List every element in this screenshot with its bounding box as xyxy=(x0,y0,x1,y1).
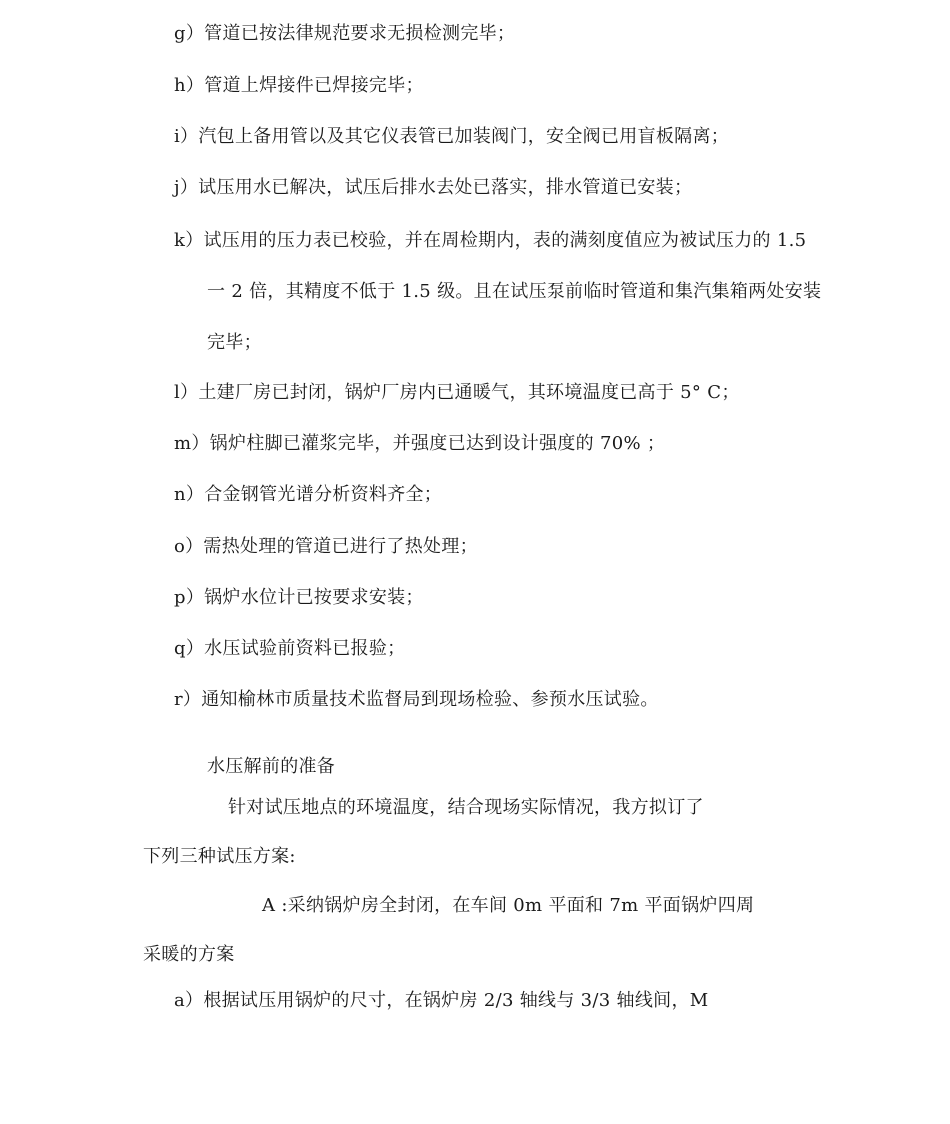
list-item-k: k）试压用的压力表已校验，并在周检期内，表的满刻度值应为被试压力的 1.5 xyxy=(174,230,807,251)
intro-line-1: 针对试压地点的环境温度，结合现场实际情况，我方拟订了 xyxy=(228,797,704,818)
list-item-l: l）土建厂房已封闭，锅炉厂房内已通暖气，其环境温度已高于 5° C； xyxy=(174,382,740,403)
intro-line-2: 下列三种试压方案: xyxy=(143,846,296,867)
option-a-line-1: A :采纳锅炉房全封闭，在车间 0m 平面和 7m 平面锅炉四周 xyxy=(262,895,755,916)
section-heading: 水压解前的准备 xyxy=(207,756,336,777)
list-item-n: n）合金钢管光谱分析资料齐全； xyxy=(174,484,443,505)
list-item-j: j）试压用水已解决，试压后排水去处已落实，排水管道已安装； xyxy=(174,177,693,198)
list-item-a: a）根据试压用锅炉的尺寸，在锅炉房 2/3 轴线与 3/3 轴线间，M xyxy=(174,990,709,1011)
list-item-g: g）管道已按法律规范要求无损检测完毕； xyxy=(174,23,516,44)
list-item-m: m）锅炉柱脚已灌浆完毕，并强度已达到设计强度的 70% ； xyxy=(174,433,666,454)
list-item-h: h）管道上焊接件已焊接完毕； xyxy=(174,75,424,96)
list-item-p: p）锅炉水位计已按要求安装； xyxy=(174,587,424,608)
list-item-o: o）需热处理的管道已进行了热处理； xyxy=(174,536,478,557)
list-item-r: r）通知榆林市质量技术监督局到现场检验、参预水压试验。 xyxy=(174,689,659,710)
list-item-k-cont2: 完毕； xyxy=(207,332,262,353)
list-item-i: i）汽包上备用管以及其它仪表管已加装阀门，安全阀已用盲板隔离； xyxy=(174,126,730,147)
option-a-line-2: 采暖的方案 xyxy=(143,944,235,965)
list-item-k-cont1: 一 2 倍，其精度不低于 1.5 级。且在试压泵前临时管道和集汽集箱两处安装 xyxy=(207,281,822,302)
list-item-q: q）水压试验前资料已报验； xyxy=(174,638,406,659)
